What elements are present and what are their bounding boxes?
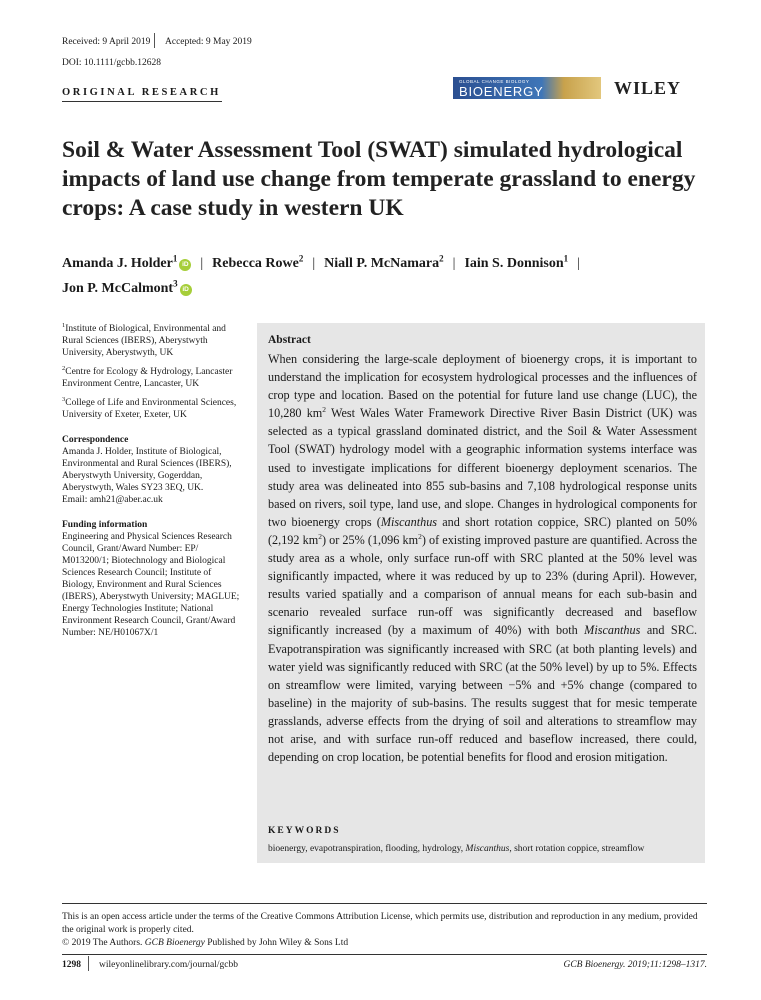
- keywords-heading: KEYWORDS: [268, 826, 341, 836]
- correspondence-heading: Correspondence: [62, 435, 129, 445]
- author-separator: |: [200, 256, 204, 271]
- received-date: Received: 9 April 2019: [62, 37, 151, 47]
- author-affiliation-mark: 2: [298, 253, 304, 264]
- abstract-text-segment: When considering the large-scale deployment of bioenergy crops, it is important to understand the implication for ecosystem hydrological processes and the influences of crop type and location. Based on the potential for future land use change (LUC), the 10,280 km: [268, 352, 697, 421]
- author-separator: |: [577, 256, 580, 271]
- affiliation-mark: 1: [62, 321, 66, 329]
- accepted-date: Accepted: 9 May 2019: [165, 37, 252, 47]
- footer-rule: [62, 903, 707, 904]
- affiliation-text: Centre for Ecology & Hydrology, Lancaster Environment Centre, Lancaster, UK: [62, 367, 233, 389]
- journal-banner-subtitle: GLOBAL CHANGE BIOLOGY: [459, 79, 530, 84]
- footer-divider: [88, 956, 89, 971]
- license-note: This is an open access article under the terms of the Creative Commons Attribution License, which permits use, distribution and reproduction in any medium, provided the original work is properly cited.: [62, 912, 698, 935]
- author-separator: |: [312, 256, 316, 271]
- affiliation-text: Institute of Biological, Environmental and Rural Sciences (IBERS), Aberystwyth University, Aberystwyth, UK: [62, 324, 226, 358]
- author-list: [62, 251, 722, 301]
- copyright-journal: GCB Bioenergy: [144, 938, 205, 948]
- author-name[interactable]: Iain S. Donnison: [464, 256, 564, 271]
- keywords-list: [268, 844, 698, 854]
- correspondence-email[interactable]: Email: amh21@aber.ac.uk: [62, 495, 163, 505]
- author-name[interactable]: Rebecca Rowe: [212, 256, 299, 271]
- funding-heading: Funding information: [62, 520, 148, 530]
- abstract-text-segment: West Wales Water Framework Directive River Basin District (UK) was selected as a typical grassland dominated district, and the Soil & Water Assessment Tool (SWAT) hydrology model with a geographic information systems interface was used to investigate implications for different bioenergy deployment scenarios. The study area was delineated into 855 sub-basins and 7,108 hydrological response units based on rivers, soil type, land use, and slope. Changes in hydrological components for two bioenergy crops (: [268, 406, 697, 529]
- abstract-text-segment: and SRC. Evapotranspiration was significantly increased with SRC (at both planting levels) and water yield was significantly reduced with SRC (at the 50% level) by up to 5%. Effects on streamflow were limited, varying between −5% and +5% change (compared to baseline) in the majority of sub-basins. The results suggest that for mesic temperate grasslands, adverse effects from the drying of soil and alterations to streamflow may not arise, and with surface run-off reduced and baseflow increased, there could, depending on crop location, be potential benefits for flood and erosion mitigation.: [268, 623, 698, 765]
- abstract-text-segment: ) or 25% (1,096 km: [321, 532, 419, 547]
- affiliation-text: College of Life and Environmental Sciences, University of Exeter, Exeter, UK: [62, 398, 237, 420]
- affiliation: [62, 397, 240, 421]
- author-affiliation-mark: 1: [172, 253, 178, 264]
- citation-text: GCB Bioenergy. 2019;11:1298–1317.: [563, 960, 707, 970]
- author-affiliation-mark: 2: [439, 253, 444, 264]
- sidebar-info: [62, 323, 240, 639]
- section-rule: [62, 101, 222, 102]
- author-affiliation-mark: 3: [173, 278, 178, 289]
- funding-text: Engineering and Physical Sciences Research Council, Grant/Award Number: EP/ M013200/1; Biotechnology and Biological Sciences Research Council; Institute of Biology, Environment and Rural Sciences (IBERS), Aberystwyth University; MAGLUE; Energy Technologies Institute; National Environment Research Council, Grant/Award Number: NE/H01067X/1: [62, 532, 240, 638]
- abstract-text-segment: and short rotation coppice, SRC) planted on 50% (2,192 km: [268, 514, 697, 547]
- orcid-icon[interactable]: iD: [179, 259, 191, 271]
- copyright-note: [62, 938, 348, 948]
- author-affiliation-mark: 1: [563, 253, 569, 264]
- abstract-body: [268, 350, 697, 766]
- affiliation-mark: 3: [62, 395, 66, 403]
- affiliation: [62, 366, 240, 390]
- correspondence-text: Amanda J. Holder, Institute of Biological, Environmental and Rural Sciences (IBERS), Aberystwyth University, Gogerddan, Aberystwyth, Wales SY23 3EQ, UK.: [62, 447, 232, 493]
- author-name[interactable]: Niall P. McNamara: [324, 256, 440, 271]
- keywords-segment: , short rotation coppice, streamflow: [509, 844, 645, 854]
- copyright-text: Published by John Wiley & Sons Ltd: [204, 938, 349, 948]
- affiliation-mark: 2: [62, 364, 66, 372]
- species-name: Miscanthus: [584, 623, 641, 638]
- keywords-species: Miscanthus: [465, 844, 510, 854]
- author-name[interactable]: Jon P. McCalmont: [62, 281, 174, 296]
- page-number: 1298: [62, 960, 81, 970]
- abstract-heading: Abstract: [268, 334, 311, 346]
- keywords-segment: bioenergy, evapotranspiration, flooding, hydrology,: [268, 844, 466, 854]
- bottom-rule: [62, 954, 707, 955]
- section-label: ORIGINAL RESEARCH: [62, 87, 221, 98]
- superscript: 2: [418, 531, 422, 541]
- copyright-text: © 2019 The Authors.: [62, 938, 145, 948]
- author-name[interactable]: Amanda J. Holder: [62, 256, 173, 271]
- affiliation: [62, 323, 240, 359]
- doi-link[interactable]: DOI: 10.1111/gcbb.12628: [62, 58, 161, 68]
- journal-banner-title: BIOENERGY: [459, 84, 544, 99]
- orcid-icon[interactable]: iD: [180, 284, 192, 296]
- publisher-logo: WILEY: [614, 78, 682, 98]
- journal-url-link[interactable]: wileyonlinelibrary.com/journal/gcbb: [99, 960, 238, 970]
- superscript: 2: [318, 531, 322, 541]
- superscript: 2: [322, 405, 327, 415]
- article-title: Soil & Water Assessment Tool (SWAT) simulated hydrological impacts of land use change from temperate grassland to energy crops: A case study in western UK: [62, 137, 696, 221]
- author-separator: |: [452, 256, 456, 271]
- species-name: Miscanthus: [380, 514, 438, 529]
- abstract-text-segment: ) of existing improved pasture are quantified. Across the study area as a whole, only surface run-off with SRC planted at the 50% level was significantly impacted, where it was reduced by up to 23% (during April). However, results varied spatially and a comparison of annual means for each sub-basin and scenario revealed surface run-off was significantly decreased and baseflow significantly increased (by a maximum of 40%) with both: [268, 532, 697, 638]
- meta-divider: [154, 33, 155, 48]
